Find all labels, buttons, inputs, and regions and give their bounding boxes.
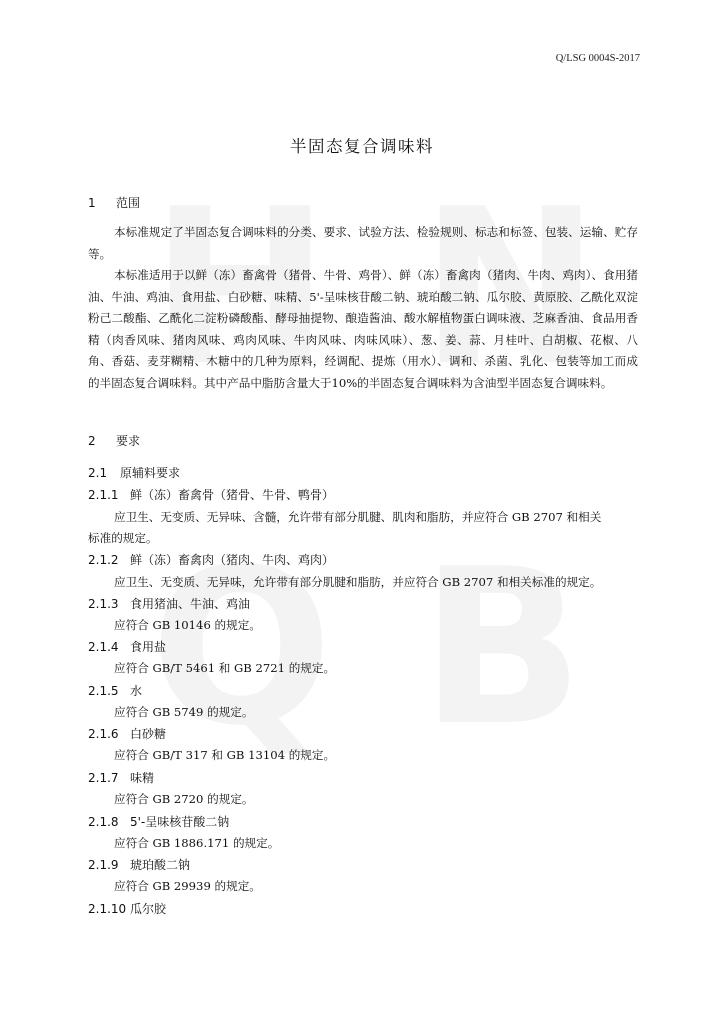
item-text-line: 标准的规定。 [88,531,158,545]
scope-paragraph-1: 本标准规定了半固态复合调味料的分类、要求、试验方法、检验规则、标志和标签、包装、运输、贮存等。 [88,225,638,261]
item-text-line: 应卫生、无变质、无异味、含髓，允许带有部分肌腱、肌肉和脂肪，并应符合 GB 2707 和相关 [114,510,602,524]
item-heading [88,486,334,503]
item-title: 食用盐 [130,640,167,654]
item-heading [88,551,334,568]
item-heading [88,769,154,786]
item-title: 鲜（冻）畜禽肉（猪肉、牛肉、鸡肉） [130,553,335,567]
item-text-line: 应符合 GB 1886.171 的规定。 [114,836,280,850]
subsection-number: 2.1 [88,466,108,480]
item-text-line: 应符合 GB 2720 的规定。 [114,792,254,806]
item-number: 2.1.5 [88,684,119,698]
item-title: 5'-呈味核苷酸二钠 [130,815,230,829]
item-number: 2.1.3 [88,597,119,611]
item-number: 2.1.10 [88,902,127,916]
item-title: 鲜（冻）畜禽骨（猪骨、牛骨、鸭骨） [130,488,335,502]
item-number: 2.1.9 [88,858,119,872]
document-title: 半固态复合调味料 [290,137,434,156]
section-2-title: 要求 [116,434,141,448]
item-number: 2.1.4 [88,640,119,654]
item-heading [88,725,166,742]
section-1-number: 1 [88,196,96,210]
watermark-letter-q [150,540,333,755]
item-title: 味精 [130,771,155,785]
item-text-line: 应符合 GB 5749 的规定。 [114,705,254,719]
item-title: 琥珀酸二钠 [130,858,191,872]
item-title: 瓜尔胶 [130,902,167,916]
item-title: 水 [130,684,143,698]
item-heading [88,682,142,699]
item-number: 2.1.8 [88,815,119,829]
standard-code: Q/LSG 0004S-2017 [555,53,640,64]
section-1-heading [88,194,140,211]
item-text-line: 应符合 GB/T 317 和 GB 13104 的规定。 [114,748,336,762]
item-heading [88,813,229,830]
item-text-line: 应符合 GB 10146 的规定。 [114,618,261,632]
item-text-line: 应符合 GB 29939 的规定。 [114,879,261,893]
section-1-title: 范围 [116,196,141,210]
item-text-line: 应符合 GB/T 5461 和 GB 2721 的规定。 [114,661,336,675]
item-heading [88,638,166,655]
item-number: 2.1.2 [88,553,119,567]
scope-paragraph-2: 本标准适用于以鲜（冻）畜禽骨（猪骨、牛骨、鸡骨）、鲜（冻）畜禽肉（猪肉、牛肉、鸡肉）、食用猪油、牛油、鸡油、食用盐、白砂糖、味精、5'-呈味核苷酸二钠、琥珀酸二钠、瓜尔胶、黄原胶、乙酰化双淀粉己二酸酯、乙酰化二淀粉磷酸酯、酵母抽提物、酿造酱油、酸水解植物蛋白调味液、芝麻香油、食品用香精（肉香风味、猪肉风味、鸡肉风味、牛肉风味、肉味风味）、葱、姜、蒜、月桂叶、白胡椒、花椒、八角、香菇、麦芽糊精、木糖中的几种为原料，经调配、提炼（用水）、调和、杀菌、乳化、包装等加工而成的半固态复合调味料。其中产品中脂肪含量大于10%的半固态复合调味料为含油型半固态复合调味料。 [88,268,638,390]
item-heading [88,856,190,873]
section-2-number: 2 [88,434,96,448]
item-title: 食用猪油、牛油、鸡油 [130,597,251,611]
item-number: 2.1.6 [88,727,119,741]
subsection-2-1-heading [88,464,180,481]
watermark-letter-b [420,540,584,755]
item-number: 2.1.7 [88,771,119,785]
item-heading [88,900,166,917]
item-title: 白砂糖 [130,727,167,741]
item-heading [88,595,250,612]
subsection-title: 原辅料要求 [120,466,181,480]
item-text-line: 应卫生、无变质、无异味，允许带有部分肌腱和脂肪，并应符合 GB 2707 和相关标准的规定。 [114,575,602,589]
item-number: 2.1.1 [88,488,119,502]
section-2-heading [88,432,140,449]
